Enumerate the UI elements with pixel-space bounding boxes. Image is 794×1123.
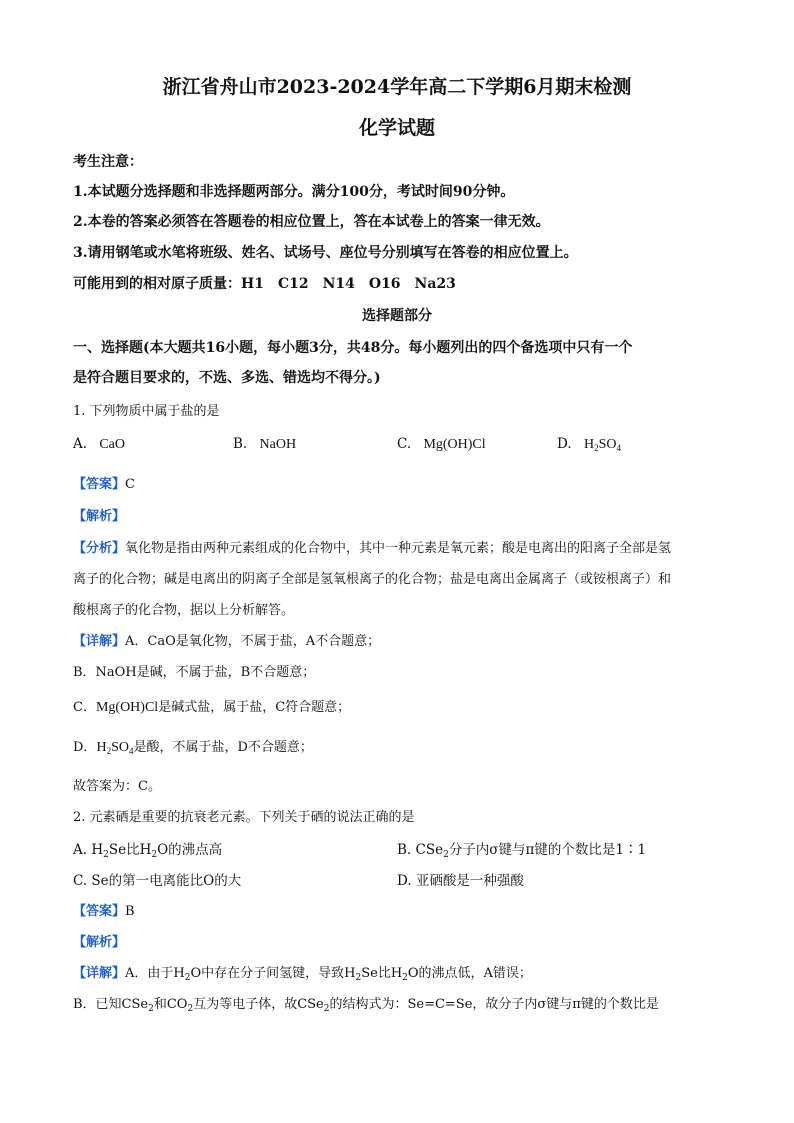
q2-analysis-tag: 【解析】 [73,935,126,950]
q2-answer [73,900,135,919]
notice-item-3: 3.请用钢笔或水笔将班级、姓名、试场号、座位号分别填写在答卷的相应位置上。 [73,245,578,261]
q1-answer-tag: 【答案】 [73,477,126,492]
q2-detail-b: B．已知CSe$_2$和$CO_2$互为等电子体，故CSe$_2$的结构式为：Se=C=Se，故分子内σ键与π键的个数比是 [73,997,659,1014]
q1-detail-a: 【详解】A．CaO是氧化物，不属于盐，A不合题意； [73,634,381,649]
section-instruction-1: 一、选择题(本大题共16小题，每小题3分，共48分。每小题列出的四个备选项中只有一个 [73,340,633,356]
q1-option-c-label: C. [397,436,412,452]
q2-detail-a: 【详解】A．由于$H_2O$中存在分子间氢键，导致$H_2Se$比$H_2O$的沸点低，A错误； [73,966,532,983]
page-subtitle: 化学试题 [358,117,435,139]
q1-option-a-label: A. [73,436,88,452]
q1-stem: 1. 下列物质中属于盐的是 [73,404,220,419]
q1-detail-b: B．NaOH是碱，不属于盐，B不合题意； [73,665,316,680]
notice-item-2: 2.本卷的答案必须答在答题卷的相应位置上，答在本试卷上的答案一律无效。 [73,214,550,230]
q1-option-b [233,436,296,453]
section-title: 选择题部分 [362,308,432,324]
q2-answer-value: B [125,904,135,919]
q1-fenxi-line-2: 离子的化合物；碱是电离出的阴离子全部是氢氧根离子的化合物；盐是电离出金属离子（或铵根离子）和 [73,572,672,587]
notice-item-1: 1.本试题分选择题和非选择题两部分。满分100分，考试时间90分钟。 [73,184,515,200]
q2-stem: 2. 元素硒是重要的抗衰老元素。下列关于硒的说法正确的是 [73,810,415,825]
q1-conclusion: 故答案为：C。 [73,779,161,794]
atomic-masses: 可能用到的相对原子质量：H1 C12 N14 O16 Na23 [73,276,456,292]
q1-fenxi-line-1: 【分析】氧化物是指由两种元素组成的化合物中，其中一种元素是氧元素；酸是电离出的阳离子全部是氢 [73,541,672,556]
q2-option-d: D. 亚硒酸是一种强酸 [397,873,524,889]
q1-option-a-text: CaO [99,437,126,452]
q1-detail-d: D．$H_2SO_4$是酸，不属于盐，D不合题意； [73,740,313,756]
q2-detail-tag: 【详解】 [73,966,126,981]
q2-option-a: A. $H_2Se$比$H_2O$的沸点高 [73,842,223,860]
q1-fenxi-tag: 【分析】 [73,541,126,556]
section-instruction-2: 是符合题目要求的，不选、多选、错选均不得分。) [73,370,381,386]
q1-fenxi-line-3: 酸根离子的化合物，据以上分析解答。 [73,603,295,618]
q1-option-a [73,436,125,453]
notice-heading: 考生注意： [73,154,143,170]
q1-option-d [557,436,621,453]
q2-option-c: C. Se的第一电离能比O的大 [73,873,242,889]
q1-option-c [397,436,486,453]
q1-answer-value: C [125,477,135,492]
q1-option-d-label: D. [557,436,572,452]
q1-detail-tag: 【详解】 [73,634,126,649]
q1-option-b-label: B. [233,436,248,452]
q1-option-b-text: NaOH [259,437,297,452]
q1-answer [73,473,135,492]
q1-analysis-tag: 【解析】 [73,509,126,524]
q1-option-c-text: Mg(OH)Cl [423,437,486,452]
q1-detail-c: C．Mg(OH)Cl是碱式盐，属于盐，C符合题意； [73,700,351,715]
q2-option-b: B. CSe$_2$分子内σ键与π键的个数比是1∶1 [397,842,647,860]
page-title: 浙江省舟山市2023-2024学年高二下学期6月期末检测 [162,76,632,98]
q2-answer-tag: 【答案】 [73,904,126,919]
q1-option-d-formula: $H_2SO_4$ [583,437,621,453]
